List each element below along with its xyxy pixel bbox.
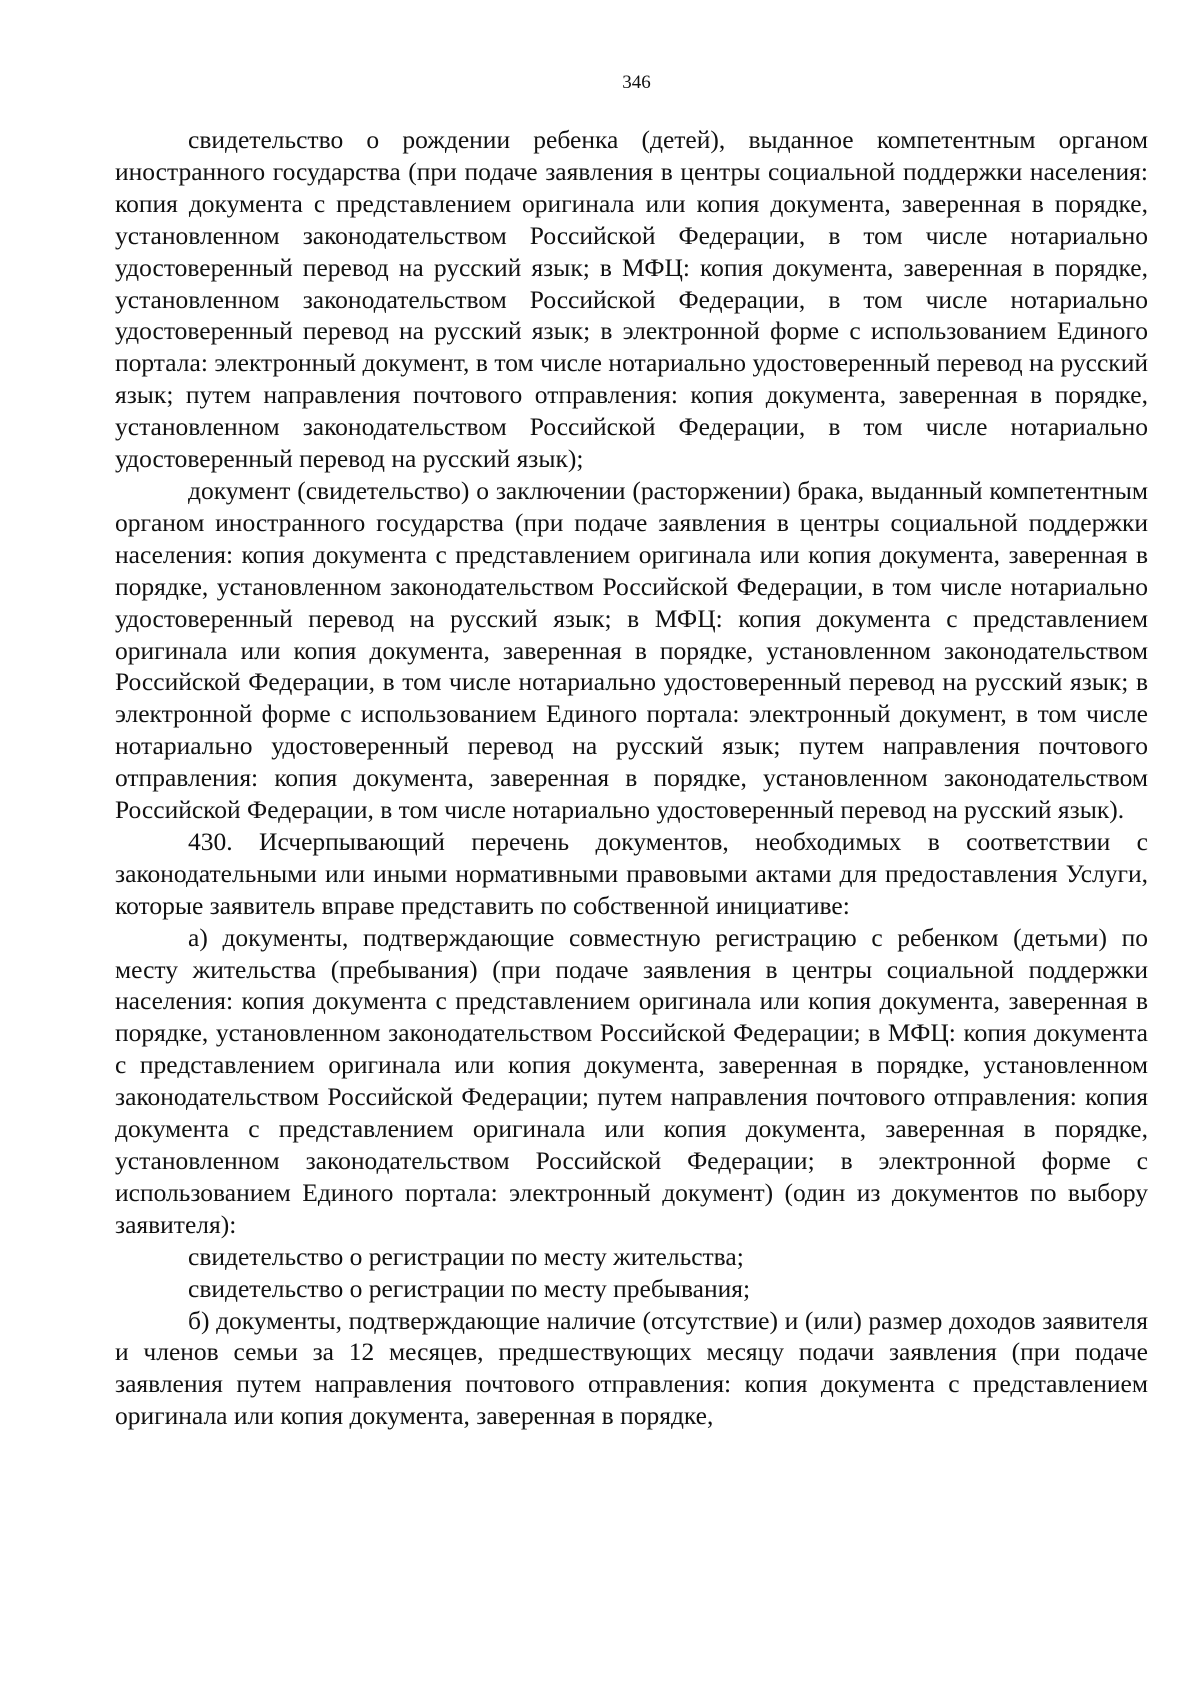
list-item-stay-registration: свидетельство о регистрации по месту пребывания; xyxy=(188,1273,751,1303)
paragraph-birth-certificate: свидетельство о рождении ребенка (детей), выданное компетентным органом иностранного государства (при подаче заявления в центры социальной поддержки населения: копия документа с представлением оригинала или копия документа, заверенная в порядке, установленном законодательством Российской Федерации, в том числе нотариально удостоверенный перевод на русский язык; в МФЦ: копия документа, заверенная в порядке, установленном законодательством Российской Федерации, в том числе нотариально удостоверенный перевод на русский язык; в электронной форме с использованием Единого портала: электронный документ, в том числе нотариально удостоверенный перевод на русский язык; путем направления почтового отправления: копия документа, заверенная в порядке, установленном законодательством Российской Федерации, в том числе нотариально удостоверенный перевод на русский язык); xyxy=(115,125,1148,474)
paragraph-marriage-document: документ (свидетельство) о заключении (расторжении) брака, выданный компетентным органом иностранного государства (при подаче заявления в центры социальной поддержки населения: копия документа с представлением оригинала или копия документа, заверенная в порядке, установленном законодательством Российской Федерации, в том числе нотариально удостоверенный перевод на русский язык; в МФЦ: копия документа с представлением оригинала или копия документа, заверенная в порядке, установленном законодательством Российской Федерации, в том числе нотариально удостоверенный перевод на русский язык; в электронной форме с использованием Единого портала: электронный документ, в том числе нотариально удостоверенный перевод на русский язык; путем направления почтового отправления: копия документа, заверенная в порядке, установленном законодательством Российской Федерации, в том числе нотариально удостоверенный перевод на русский язык). xyxy=(115,475,1148,825)
list-item-residence-registration: свидетельство о регистрации по месту жительства; xyxy=(188,1241,744,1271)
document-body xyxy=(115,124,1148,1432)
paragraph-430: 430. Исчерпывающий перечень документов, необходимых в соответствии с законодательными или иными нормативными правовыми актами для предоставления Услуги, которые заявитель вправе представить по собственной инициативе: xyxy=(115,826,1148,920)
page-number: 346 xyxy=(622,72,651,93)
paragraph-430-b: б) документы, подтверждающие наличие (отсутствие) и (или) размер доходов заявителя и членов семьи за 12 месяцев, предшествующих месяцу подачи заявления (при подаче заявления путем направления почтового отправления: копия документа с представлением оригинала или копия документа, заверенная в порядке, xyxy=(115,1305,1148,1431)
paragraph-430-a: а) документы, подтверждающие совместную регистрацию с ребенком (детьми) по месту жительства (пребывания) (при подаче заявления в центры социальной поддержки населения: копия документа с представлением оригинала или копия документа, заверенная в порядке, установленном законодательством Российской Федерации; в МФЦ: копия документа с представлением оригинала или копия документа, заверенная в порядке, установленном законодательством Российской Федерации; путем направления почтового отправления: копия документа с представлением оригинала или копия документа, заверенная в порядке, установленном законодательством Российской Федерации; в электронной форме с использованием Единого портала: электронный документ) (один из документов по выбору заявителя): xyxy=(115,922,1148,1239)
